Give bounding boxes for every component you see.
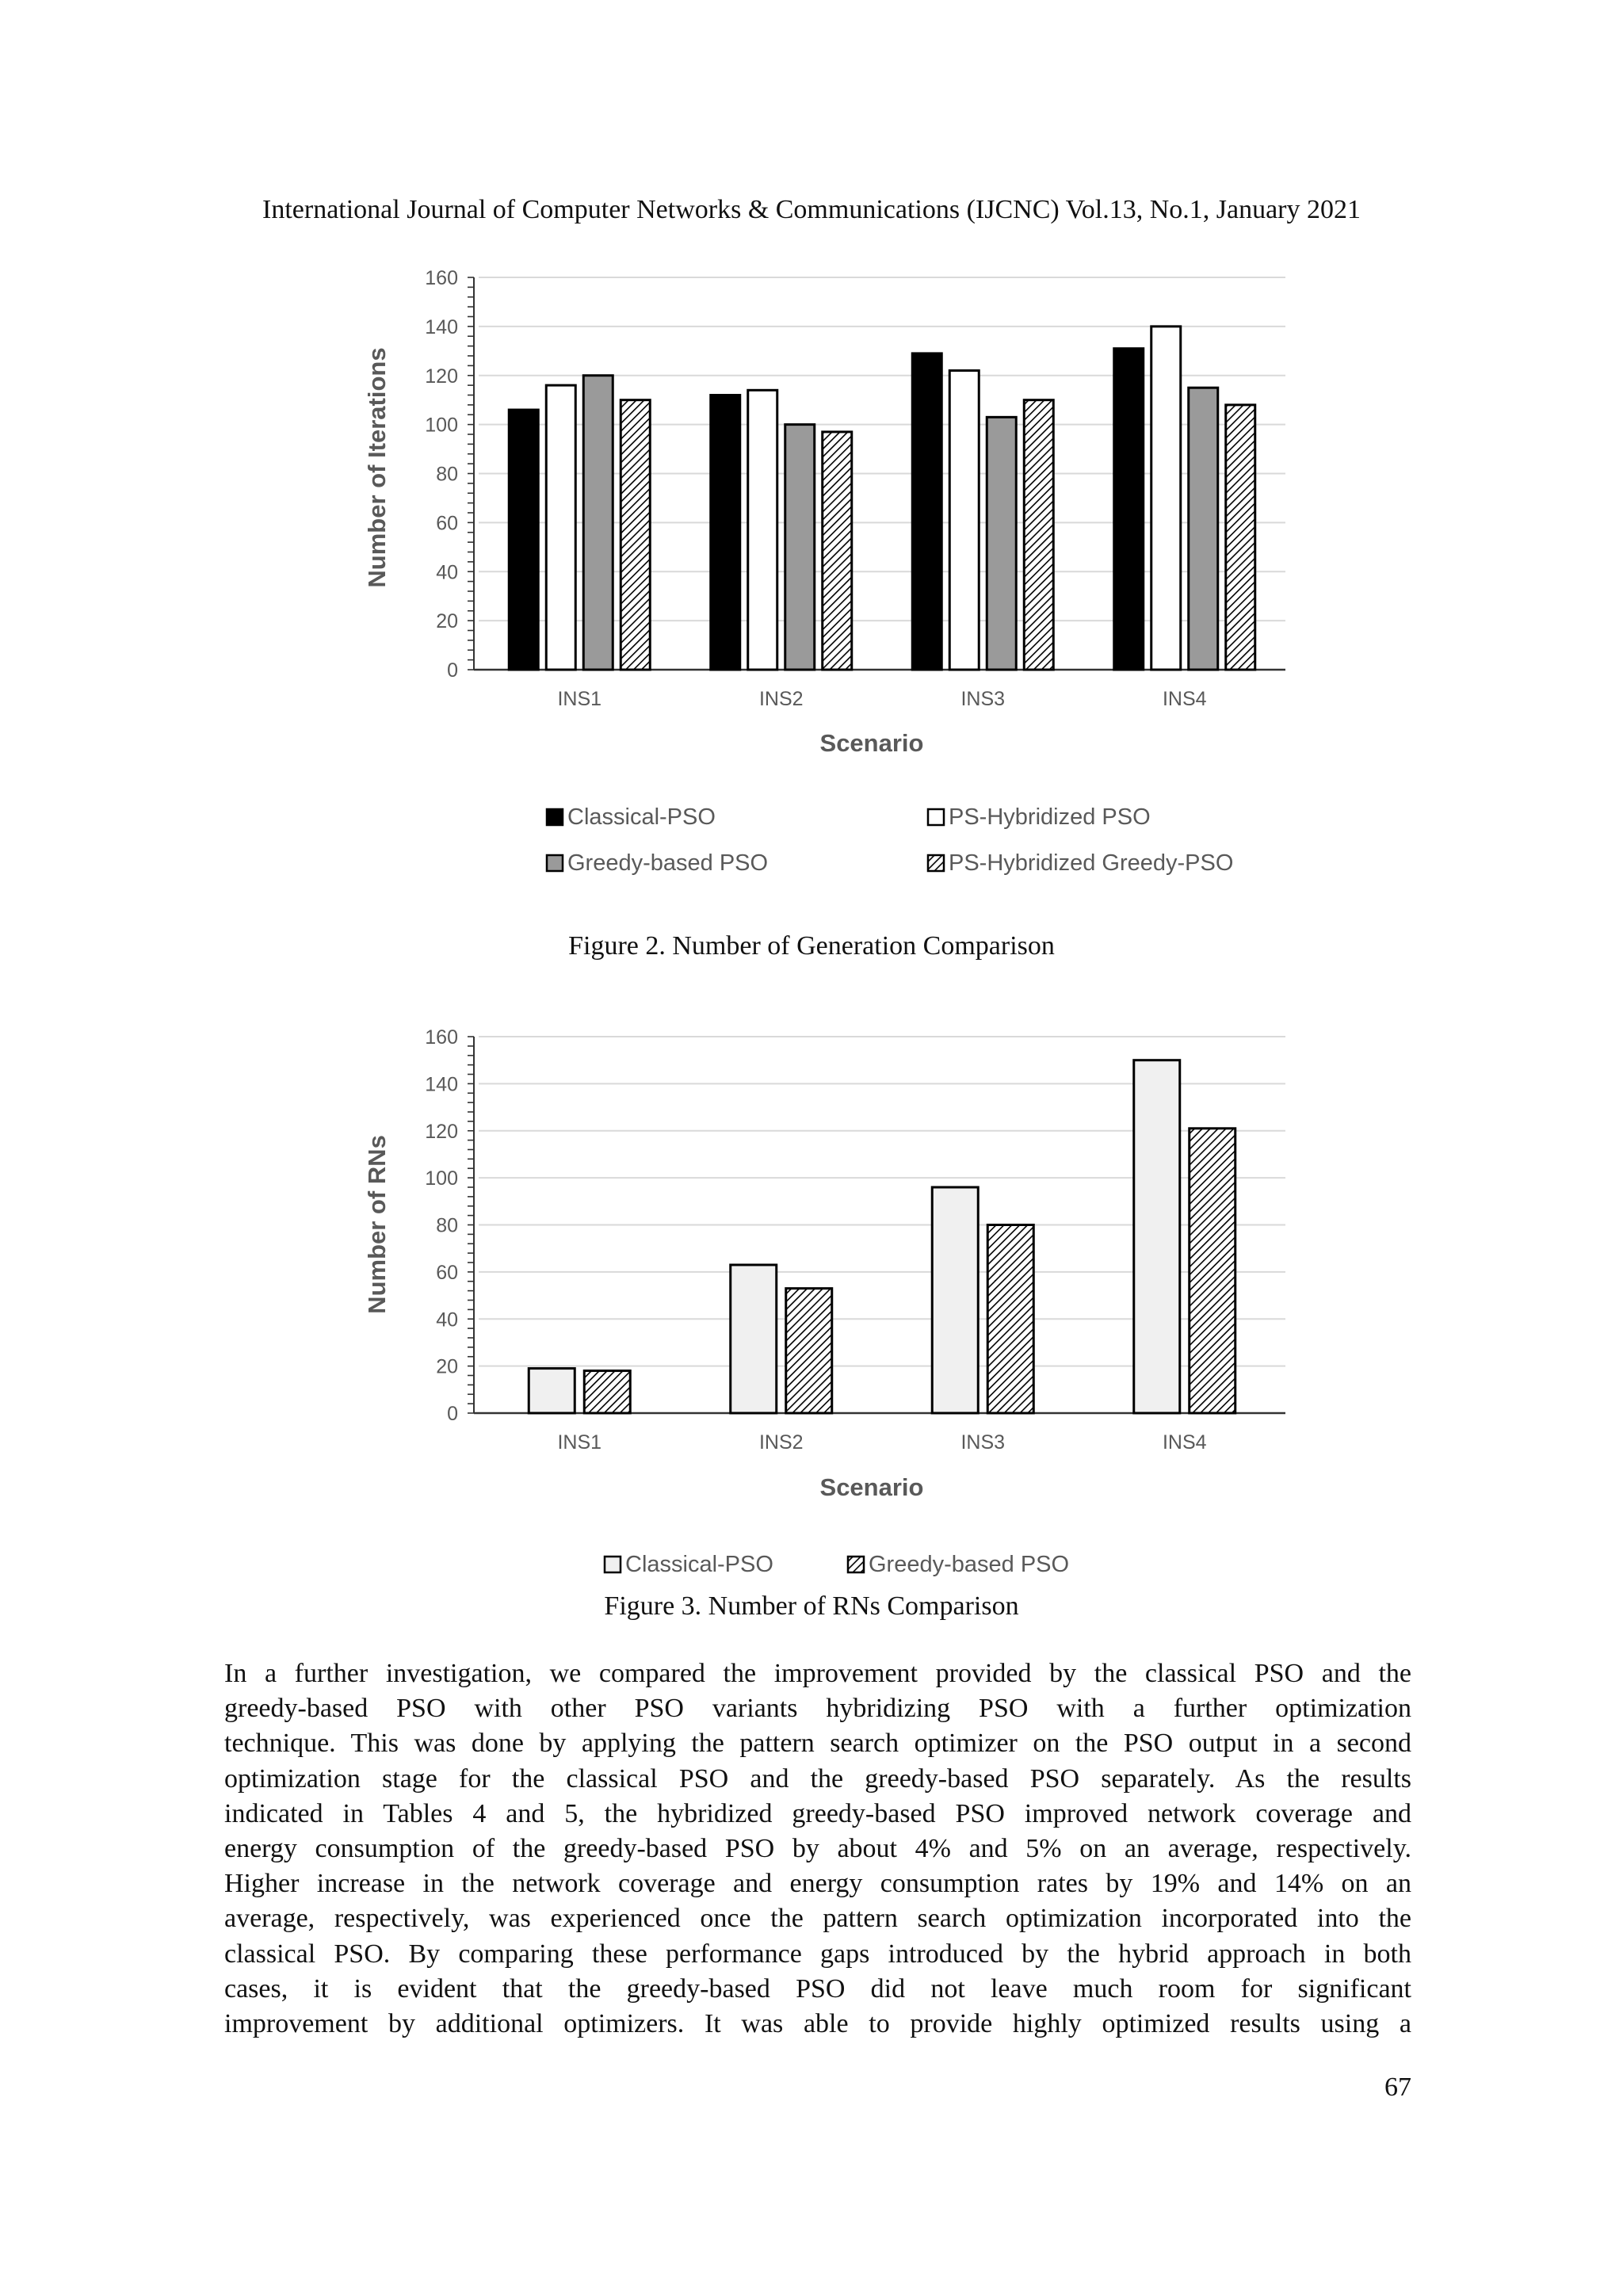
x-tick-label: INS4 [1162, 688, 1207, 710]
y-tick-label: 140 [425, 315, 458, 338]
legend-label: Greedy-based PSO [567, 850, 769, 876]
x-tick-label: INS1 [557, 1431, 602, 1454]
y-tick-label: 0 [447, 1403, 458, 1425]
x-tick-label: INS2 [758, 1431, 804, 1454]
bar-ins1-greedy-based-pso [584, 1371, 630, 1413]
y-tick-label: 120 [425, 365, 458, 388]
y-tick-label: 80 [436, 463, 458, 486]
body-line: classical PSO. By comparing these performance gaps introduced by the hybrid approach in both [224, 1939, 1411, 1969]
bar-ins3-classical-pso [932, 1187, 978, 1413]
y-axis-title: Number of Iterations [363, 347, 391, 588]
x-tick-label: INS1 [557, 688, 602, 710]
legend-label: PS-Hybridized Greedy-PSO [949, 850, 1234, 876]
body-line: In a further investigation, we compared the improvement provided by the classical PSO and the [224, 1659, 1411, 1688]
bar-ins2-classical-pso [731, 1265, 777, 1413]
legend-swatch [605, 1557, 621, 1572]
y-tick-label: 100 [425, 414, 458, 437]
y-tick-label: 80 [436, 1214, 458, 1237]
bar-ins1-classical-pso [529, 1369, 575, 1413]
y-tick-label: 60 [436, 512, 458, 535]
x-tick-label: INS4 [1162, 1431, 1207, 1454]
legend-label: Classical-PSO [567, 804, 716, 830]
y-tick-label: 160 [425, 267, 458, 289]
body-line: optimization stage for the classical PSO and the greedy-based PSO separately. As the results [224, 1763, 1411, 1794]
page-number: 67 [1384, 2073, 1411, 2102]
body-line: energy consumption of the greedy-based PSO by about 4% and 5% on an average, respectively. [224, 1833, 1411, 1863]
y-tick-label: 20 [436, 610, 458, 633]
bar-ins2-greedy-based-pso [786, 1289, 832, 1413]
legend-swatch [848, 1557, 864, 1572]
body-line: indicated in Tables 4 and 5, the hybridized greedy-based PSO improved network coverage and [224, 1798, 1411, 1828]
y-tick-label: 160 [425, 1026, 458, 1049]
body-line: improvement by additional optimizers. It was able to provide highly optimized results using a [224, 2008, 1411, 2038]
legend-label: Classical-PSO [625, 1552, 773, 1577]
y-axis-title: Number of RNs [363, 1135, 391, 1314]
x-tick-label: INS3 [960, 1431, 1006, 1454]
y-tick-label: 20 [436, 1355, 458, 1378]
body-line: greedy-based PSO with other PSO variants hybridizing PSO with a further optimization [224, 1694, 1411, 1724]
body-line: Higher increase in the network coverage and energy consumption rates by 19% and 14% on an [224, 1869, 1411, 1899]
journal-header: International Journal of Computer Networks & Communications (IJCNC) Vol.13, No.1, January 2021 [262, 195, 1361, 224]
x-tick-label: INS2 [758, 688, 804, 710]
y-tick-label: 60 [436, 1261, 458, 1284]
y-tick-label: 100 [425, 1167, 458, 1190]
x-axis-title: Scenario [819, 1473, 924, 1501]
bar-ins4-greedy-based-pso [1190, 1129, 1235, 1413]
legend-label: PS-Hybridized PSO [949, 804, 1151, 830]
legend-label: Greedy-based PSO [869, 1552, 1070, 1577]
body-line: cases, it is evident that the greedy-based PSO did not leave much room for significant [224, 1973, 1411, 2004]
body-paragraph [224, 1656, 1411, 2042]
y-tick-label: 0 [447, 659, 458, 682]
figure-3-caption: Figure 3. Number of RNs Comparison [604, 1591, 1019, 1621]
bar-ins3-greedy-based-pso [987, 1225, 1033, 1414]
bar-ins4-classical-pso [1134, 1060, 1180, 1413]
body-line: technique. This was done by applying the pattern search optimizer on the PSO output in a second [224, 1729, 1411, 1759]
y-tick-label: 120 [425, 1120, 458, 1143]
figure-2-caption: Figure 2. Number of Generation Comparison [568, 931, 1055, 961]
x-axis-title: Scenario [819, 729, 924, 757]
x-tick-label: INS3 [960, 688, 1006, 710]
body-line: average, respectively, was experienced once the pattern search optimization incorporated into the [224, 1904, 1411, 1934]
y-tick-label: 40 [436, 561, 458, 584]
y-tick-label: 40 [436, 1308, 458, 1331]
y-tick-label: 140 [425, 1073, 458, 1096]
